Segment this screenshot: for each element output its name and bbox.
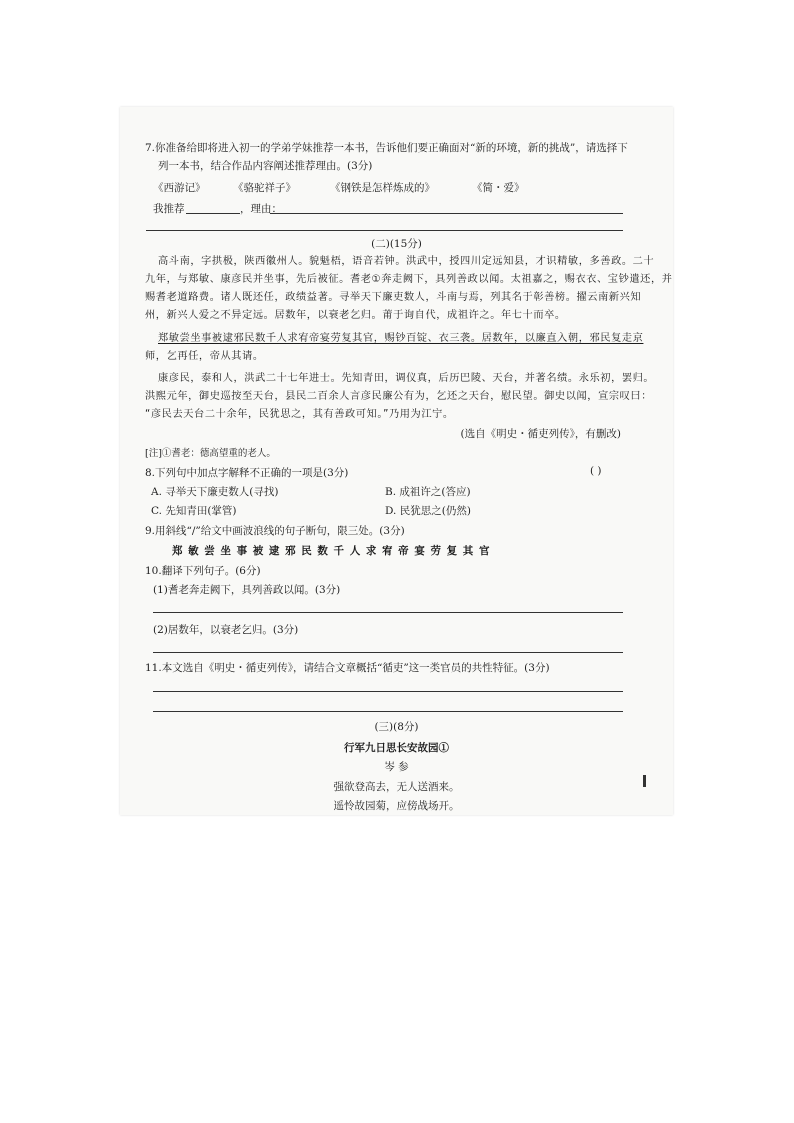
para1-line2: 九年，与郑敏、康彦民并坐事，先后被征。耆老①奔走阙下，具列善政以闻。太祖嘉之，赐衣衣、宝钞遣还，并 xyxy=(145,274,673,285)
book-option-1: 《西游记》 xyxy=(153,182,206,194)
para3-line2: 洪熙元年，御史巡按至天台，县民二百余人言彦民廉公有为，乞还之天台，慰民望。御史以闻，宣宗叹曰： xyxy=(145,391,653,402)
book-option-4: 《简・爱》 xyxy=(472,182,525,194)
q10-answer-line-1[interactable] xyxy=(153,612,623,613)
recommend-blank[interactable] xyxy=(186,213,240,214)
para2-line2: 师，乞再任，帝从其请。 xyxy=(145,351,264,362)
q7-line1: 7.你准备给即将进入初一的学弟学妹推荐一本书，告诉他们要正确面对“新的环境，新的挑战”，请选择下 xyxy=(145,142,628,154)
q8-option-d: D. 民犹思之(仍然) xyxy=(385,505,471,517)
q8-option-a: A. 寻举天下廉吏数人(寻找) xyxy=(151,486,279,498)
q11-answer-line-2[interactable] xyxy=(153,711,623,712)
exam-sheet xyxy=(120,107,673,815)
q10-stem: 10.翻译下列句子。(6分) xyxy=(145,565,261,577)
q7-line2: 列一本书，结合作品内容阐述推荐理由。(3分) xyxy=(158,160,373,172)
para1-line3: 赐耆老道路费。诸人既还任，政绩益著。寻举天下廉吏数人，斗南与焉，列其名于彰善榜。擢云南新兴知 xyxy=(145,292,642,303)
recommend-label: 我推荐 xyxy=(153,203,185,215)
q9-stem: 9.用斜线“/”给文中画波浪线的句子断句，限三处。(3分) xyxy=(145,525,405,537)
reason-label: ，理由： xyxy=(240,203,282,215)
poem-line-1: 强欲登高去，无人送酒来。 xyxy=(333,781,460,793)
q8-stem: 8.下列句中加点字解释不正确的一项是(3分) xyxy=(145,467,349,479)
edge-mark xyxy=(643,775,646,787)
q8-option-b: B. 成祖许之(答应) xyxy=(385,486,471,498)
q10-sentence2: (2)居数年，以衰老乞归。(3分) xyxy=(153,624,299,636)
poem-line-2: 遥怜故园菊，应傍战场开。 xyxy=(333,800,460,812)
part3-heading: (三)(8分) xyxy=(374,721,419,733)
q9-sentence[interactable]: 郑 敏 尝 坐 事 被 逮 邪 民 数 千 人 求 宥 帝 宴 劳 复 其 官 xyxy=(172,545,491,557)
para2-line1: 郑敏尝坐事被逮邪民数千人求宥帝宴劳复其官，赐钞百锭、衣三袭。居数年，以廉直入朝，邪民复走京 xyxy=(158,333,644,344)
q10-answer-line-2[interactable] xyxy=(153,652,623,653)
poem-title: 行军九日思长安故园① xyxy=(344,742,449,754)
answer-line[interactable] xyxy=(146,230,623,231)
para3-line3: “彦民去天台二十余年，民犹思之，其有善政可知。”乃用为江宁。 xyxy=(145,409,454,420)
q8-option-c: C. 先知青田(掌管) xyxy=(151,505,237,517)
part2-heading: (二)(15分) xyxy=(371,238,422,250)
reason-blank[interactable] xyxy=(270,213,623,214)
source-citation: (选自《明史・循吏列传》，有删改) xyxy=(460,428,621,440)
para1-line1: 高斗南，字拱极，陕西徽州人。貌魁梧，语音若钟。洪武中，授四川定远知县，才识精敏，多善政。二十 xyxy=(158,256,655,267)
book-option-3: 《钢铁是怎样炼成的》 xyxy=(330,182,435,194)
q8-answer-bracket[interactable]: ( ) xyxy=(590,465,602,477)
q10-sentence1: (1)耆老奔走阙下，具列善政以闻。(3分) xyxy=(153,584,341,596)
q11-answer-line-1[interactable] xyxy=(153,691,623,692)
q11-stem: 11.本文选自《明史・循吏列传》，请结合文章概括“循吏”这一类官员的共性特征。(3分) xyxy=(145,662,550,674)
para3-line1: 康彦民，泰和人，洪武二十七年进士。先知青田，调仪真，后历巴陵、天台，并著名绩。永乐初，罢归。 xyxy=(158,373,655,384)
footnote: [注]①耆老：德高望重的老人。 xyxy=(145,448,276,459)
poem-author: 岑 参 xyxy=(384,761,409,773)
book-option-2: 《骆驼祥子》 xyxy=(233,182,296,194)
para1-line4: 州，新兴人爱之不异定远。居数年，以衰老乞归。莆于询自代，成祖许之。年七十而卒。 xyxy=(145,310,566,321)
